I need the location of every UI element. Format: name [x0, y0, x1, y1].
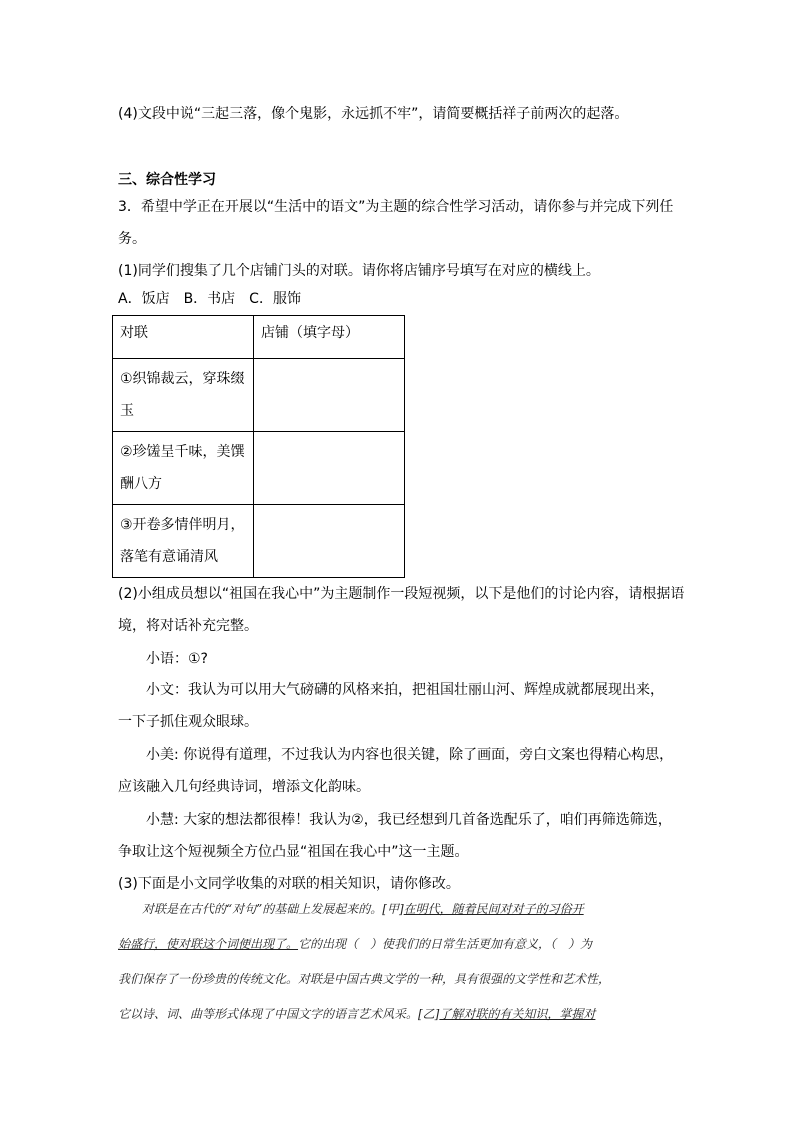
- passage-line: [118, 997, 678, 1032]
- underlined-sentence-yi: 了解对联的有关知识，掌握对: [439, 1007, 596, 1021]
- passage-line: [118, 927, 678, 962]
- question-3-line-1: 3．希望中学正在开展以“生活中的语文”为主题的综合性学习活动，请你参与并完成下列任: [118, 199, 674, 215]
- dialogue-xiaomei-line-2: 应该融入几句经典诗词，增添文化韵味。: [118, 779, 370, 795]
- answer-cell[interactable]: [254, 359, 405, 432]
- dialogue-xiaomei-line-1: 小美: 你说得有道理，不过我认为内容也很关键，除了画面，旁白文案也得精心构思，: [146, 747, 674, 763]
- passage-line: 我们保存了一份珍贵的传统文化。对联是中国古典文学的一种，具有很强的文学性和艺术性，: [118, 972, 611, 986]
- passage-text: 它以诗、词、曲等形式体现了中国文字的语言艺术风采。[乙]: [118, 1007, 440, 1021]
- couplet-cell: [113, 432, 254, 505]
- couplet-line: ③开卷多情伴明月，: [120, 517, 245, 533]
- sub-question-3: (3)下面是小文同学收集的对联的相关知识，请你修改。: [118, 876, 460, 892]
- underlined-sentence-jia-cont: 始盛行，使对联这个词便出现了。: [118, 937, 299, 951]
- question-3-line-2: 务。: [118, 231, 146, 247]
- couplet-table: [112, 315, 405, 578]
- header-couplet: 对联: [113, 316, 254, 359]
- table-header-row: [113, 316, 405, 359]
- answer-cell[interactable]: [254, 432, 405, 505]
- couplet-line: ①织锦裁云，穿珠缀: [120, 371, 245, 387]
- dialogue-xiaohui-line-2: 争取让这个短视频全方位凸显“祖国在我心中”这一主题。: [118, 844, 469, 860]
- question-4-text: (4)文段中说“三起三落，像个鬼影，永远抓不牢”，请简要概括祥子前两次的起落。: [118, 106, 629, 122]
- table-row: [113, 359, 405, 432]
- couplet-passage: [118, 892, 678, 1032]
- table-row: [113, 432, 405, 505]
- couplet-cell: [113, 359, 254, 432]
- passage-text: 对联是在古代的“对句”的基础上发展起来的。[甲]: [142, 902, 404, 916]
- section-title: 三、综合性学习: [118, 172, 216, 188]
- sub-question-2-line-1: (2)小组成员想以“祖国在我心中”为主题制作一段短视频，以下是他们的讨论内容，请根据语: [118, 586, 685, 602]
- couplet-line: ②珍馐呈千味，美馔: [120, 444, 245, 460]
- underlined-sentence-jia: 在明代，随着民间对对子的习俗开: [403, 902, 584, 916]
- couplet-line: 落笔有意诵清风: [120, 549, 218, 565]
- passage-text: 它的出现（ ）使我们的日常生活更加有意义，（ ）为: [298, 937, 593, 951]
- dialogue-xiaohui-line-1: 小慧: 大家的想法都很棒！我认为②，我已经想到几首备选配乐了，咱们再筛选筛选，: [146, 812, 672, 828]
- sub-question-1: (1)同学们搜集了几个店铺门头的对联。请你将店铺序号填写在对应的横线上。: [118, 263, 600, 279]
- sub-question-2-line-2: 境，将对话补充完整。: [118, 618, 258, 634]
- couplet-line: 酬八方: [120, 476, 162, 492]
- shop-options: A．饭店 B．书店 C．服饰: [118, 291, 301, 307]
- dialogue-xiaowen-line-2: 一下子抓住观众眼球。: [118, 714, 258, 730]
- couplet-cell: [113, 505, 254, 578]
- couplet-line: 玉: [120, 403, 134, 419]
- table-row: [113, 505, 405, 578]
- passage-line: [118, 892, 678, 927]
- dialogue-xiaoyu: 小语：①?: [146, 651, 208, 667]
- dialogue-xiaowen-line-1: 小文：我认为可以用大气磅礴的风格来拍，把祖国壮丽山河、辉煌成就都展现出来，: [146, 682, 664, 698]
- header-shop: 店铺（填字母）: [254, 316, 405, 359]
- answer-cell[interactable]: [254, 505, 405, 578]
